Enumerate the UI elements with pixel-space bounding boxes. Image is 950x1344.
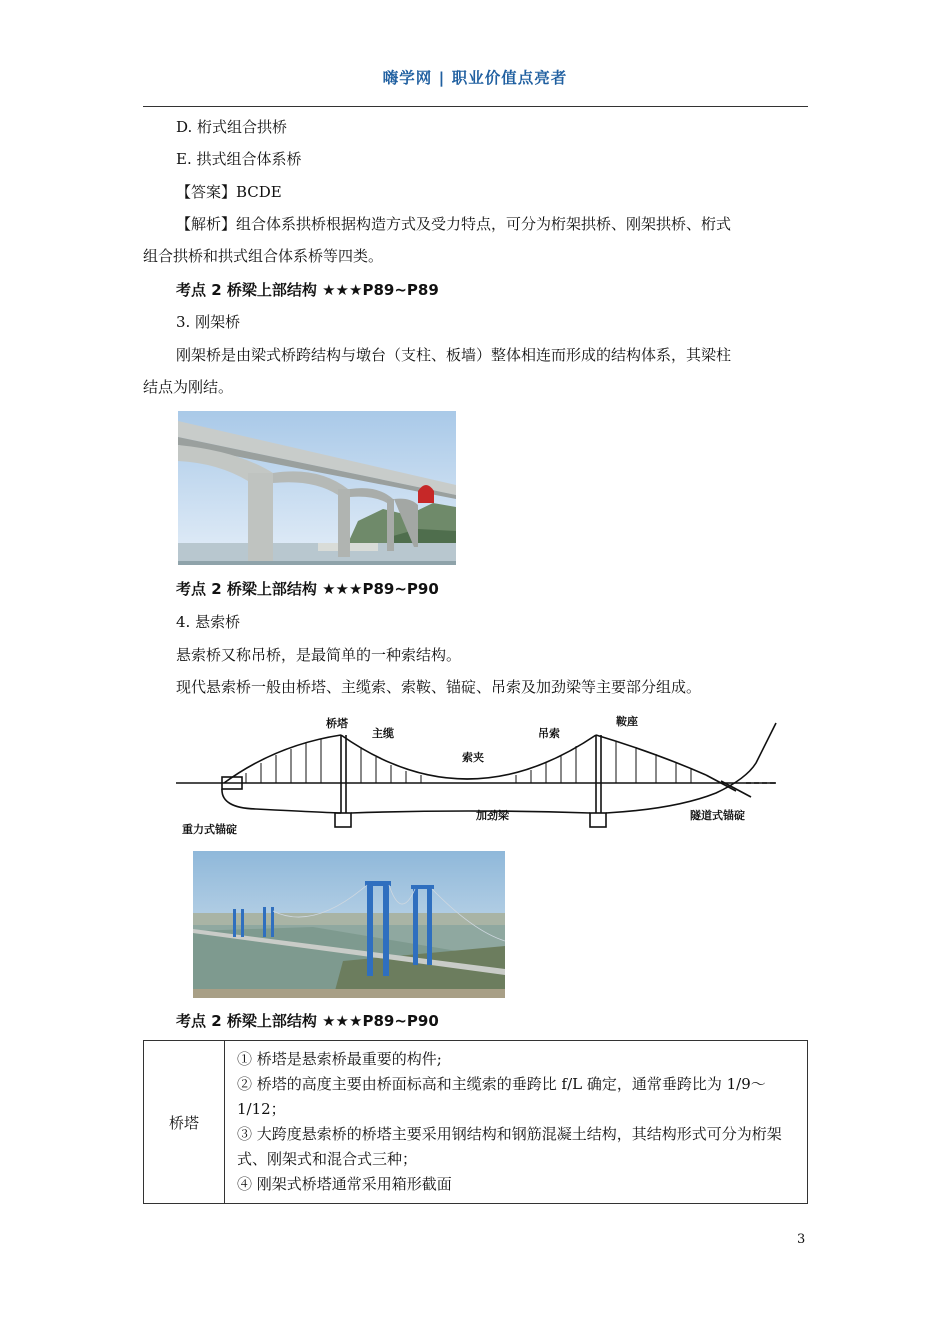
suspension-bridge-photo xyxy=(193,851,505,998)
table-line-2: ② 桥塔的高度主要由桥面标高和主缆索的垂跨比 f/L 确定，通常垂跨比为 1/9～1/12； xyxy=(237,1075,766,1118)
table-line-3: ③ 大跨度悬索桥的桥塔主要采用钢结构和钢筋混凝土结构，其结构形式可分为桁架式、刚架式和混合式三种； xyxy=(237,1125,782,1168)
table-label-tower: 桥塔 xyxy=(144,1041,225,1204)
analysis-line-1: 【解析】组合体系拱桥根据构造方式及受力特点，可分为桁架拱桥、刚架拱桥、桁式 xyxy=(176,215,732,233)
table-line-4: ④ 刚架式桥塔通常采用箱形截面 xyxy=(237,1175,452,1193)
table-line-1: ① 桥塔是悬索桥最重要的构件; xyxy=(237,1050,442,1068)
answer: 【答案】BCDE xyxy=(176,183,282,201)
label-gravity-anchor: 重力式锚碇 xyxy=(182,823,237,836)
item-suspension-bridge: 4. 悬索桥 xyxy=(176,613,241,631)
suspension-bridge-diagram xyxy=(176,713,784,843)
analysis-line-2: 组合拱桥和拱式组合体系桥等四类。 xyxy=(143,247,384,265)
tower-spec-table xyxy=(143,1040,808,1204)
suspension-desc-1: 悬索桥又称吊桥，是最简单的一种索结构。 xyxy=(176,646,462,664)
label-stiffening-girder: 加劲梁 xyxy=(476,809,509,822)
item-rigid-frame-bridge: 3. 刚架桥 xyxy=(176,313,241,331)
section-heading-2: 考点 2 桥梁上部结构 ★★★P89~P90 xyxy=(176,580,439,598)
table-row xyxy=(144,1041,808,1204)
option-d: D. 桁式组合拱桥 xyxy=(176,118,288,136)
page-number: 3 xyxy=(797,1232,806,1247)
label-main-cable: 主缆 xyxy=(372,727,394,740)
label-hanger: 吊索 xyxy=(538,727,560,740)
suspension-desc-2: 现代悬索桥一般由桥塔、主缆索、索鞍、锚碇、吊索及加劲梁等主要部分组成。 xyxy=(176,678,702,696)
rigid-frame-bridge-photo xyxy=(178,411,456,565)
page-header: 嗨学网 | 职业价值点亮者 xyxy=(382,69,568,87)
label-tower: 桥塔 xyxy=(326,717,348,730)
label-saddle: 鞍座 xyxy=(616,715,638,728)
table-content xyxy=(225,1041,808,1204)
header-rule xyxy=(143,106,808,107)
label-tunnel-anchor: 隧道式锚碇 xyxy=(690,809,745,822)
rigid-frame-desc-2: 结点为刚结。 xyxy=(143,378,234,396)
rigid-frame-desc-1: 刚架桥是由梁式桥跨结构与墩台（支柱、板墙）整体相连而形成的结构体系，其梁柱 xyxy=(176,346,732,364)
section-heading-3: 考点 2 桥梁上部结构 ★★★P89~P90 xyxy=(176,1012,439,1030)
option-e: E. 拱式组合体系桥 xyxy=(176,150,302,168)
label-cable-clamp: 索夹 xyxy=(462,751,484,764)
section-heading-1: 考点 2 桥梁上部结构 ★★★P89~P89 xyxy=(176,281,439,299)
